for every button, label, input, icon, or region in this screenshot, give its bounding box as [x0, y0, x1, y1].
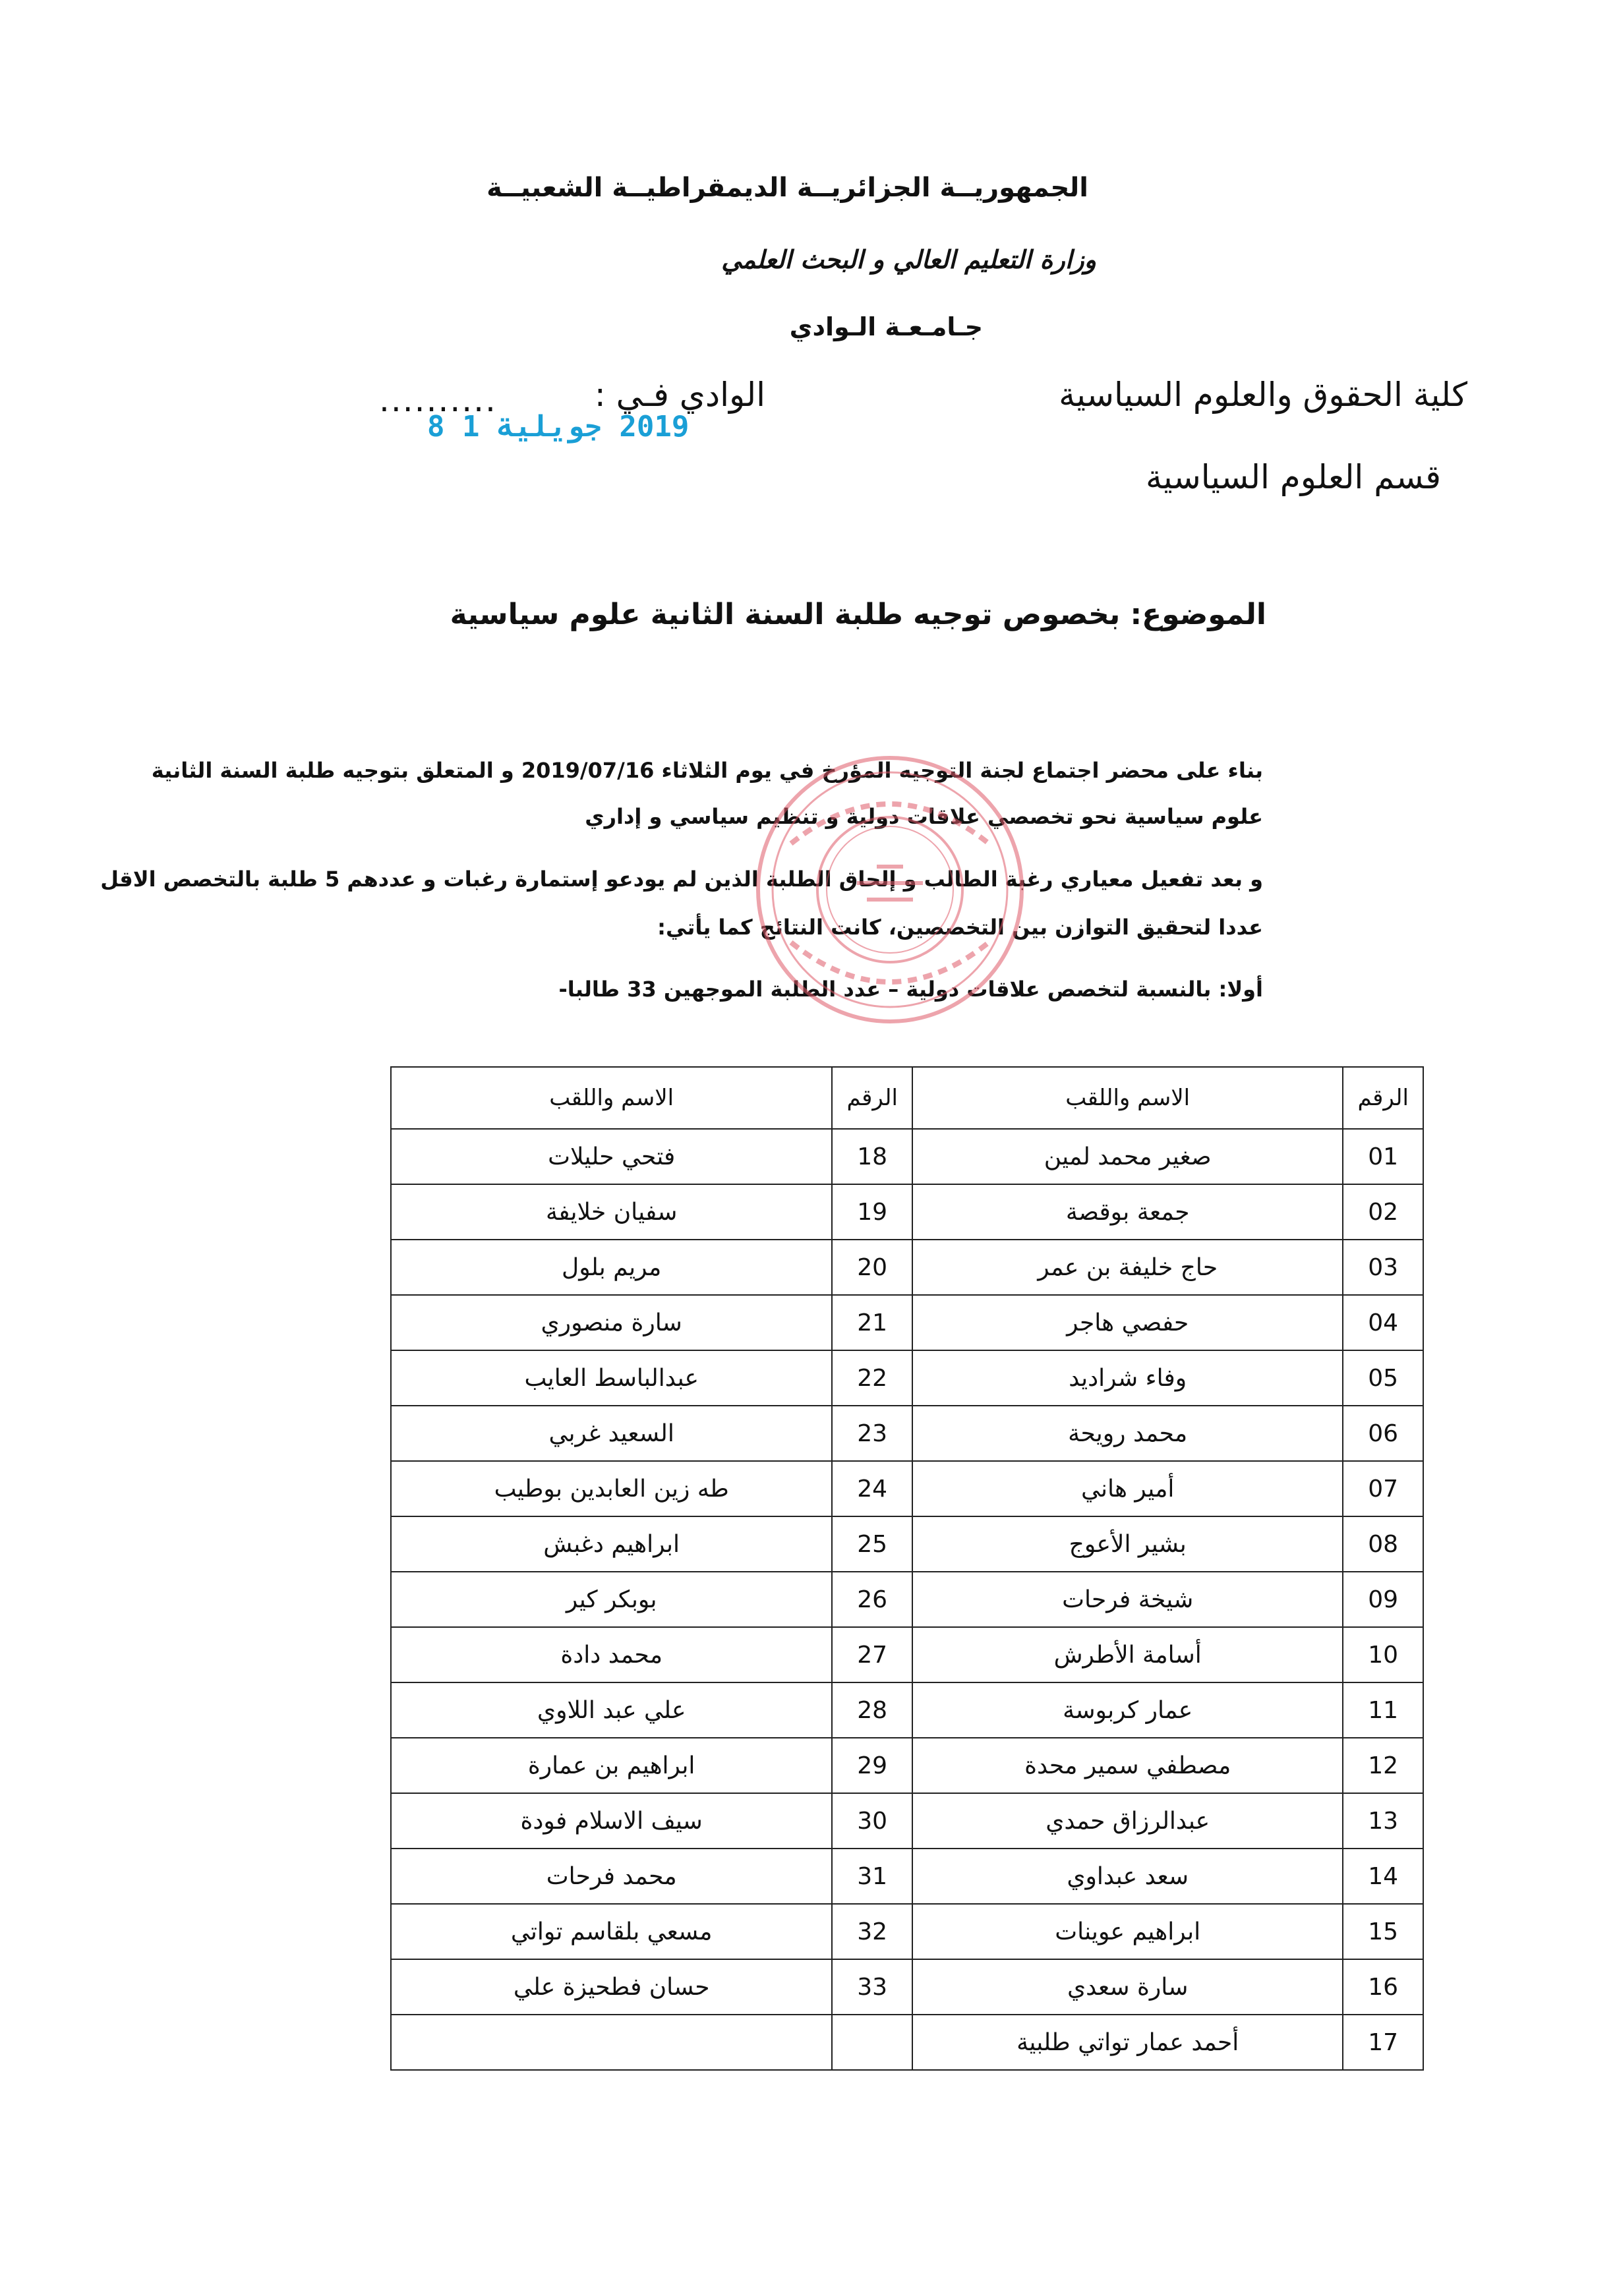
row-number: 01 — [1343, 1129, 1423, 1184]
student-name: بوبكر كير — [391, 1572, 832, 1627]
paragraph-2-line-2: عددا لتحقيق التوازن بين التخصصين، كانت النتائج كما يأتي: — [657, 915, 1263, 940]
ministry-title: وزارة التعليم العالي و البحث العلمي — [721, 245, 1096, 274]
student-name: علي عبد اللاوي — [391, 1682, 832, 1738]
row-number: 17 — [1343, 2015, 1423, 2070]
table-row — [391, 1738, 1423, 1793]
department-name: قسم العلوم السياسية — [1146, 458, 1441, 496]
table-row — [391, 1904, 1423, 1959]
seal-stamp-icon — [751, 751, 1028, 1028]
header-name-1: الاسم واللقب — [912, 1067, 1343, 1129]
row-number: 25 — [832, 1516, 912, 1572]
student-name: محمد دادة — [391, 1627, 832, 1682]
student-name: سارة سعدي — [912, 1959, 1343, 2015]
table-header-row — [391, 1067, 1423, 1129]
row-number: 33 — [832, 1959, 912, 2015]
table-row — [391, 1682, 1423, 1738]
student-name: أحمد عمار تواتي طلبية — [912, 2015, 1343, 2070]
header-num-2: الرقم — [832, 1067, 912, 1129]
student-name: سعد عبداوي — [912, 1849, 1343, 1904]
university-title: جـامـعـة الـوادي — [789, 312, 983, 341]
student-name: مريم بلول — [391, 1240, 832, 1295]
student-name: ابراهيم بن عمارة — [391, 1738, 832, 1793]
row-number: 06 — [1343, 1406, 1423, 1461]
table-row — [391, 1350, 1423, 1406]
table-row — [391, 1627, 1423, 1682]
row-number: 03 — [1343, 1240, 1423, 1295]
row-number: 07 — [1343, 1461, 1423, 1516]
student-name: أمير هاني — [912, 1461, 1343, 1516]
student-name: صغير محمد لمين — [912, 1129, 1343, 1184]
table-row — [391, 1793, 1423, 1849]
student-name: عمار كربوسة — [912, 1682, 1343, 1738]
student-name: ابراهيم عوينات — [912, 1904, 1343, 1959]
student-name: ابراهيم دغبش — [391, 1516, 832, 1572]
row-number: 13 — [1343, 1793, 1423, 1849]
student-name: محمد فرحات — [391, 1849, 832, 1904]
row-number: 14 — [1343, 1849, 1423, 1904]
table-row — [391, 2015, 1423, 2070]
table-row — [391, 1184, 1423, 1240]
row-number: 23 — [832, 1406, 912, 1461]
student-name: سفيان خلايفة — [391, 1184, 832, 1240]
student-name: السعيد غربي — [391, 1406, 832, 1461]
paragraph-3: أولا: بالنسبة لتخصص علاقات دولية – عدد الطلبة الموجهين 33 طالبا- — [558, 977, 1263, 1002]
header-name-2: الاسم واللقب — [391, 1067, 832, 1129]
row-number: 19 — [832, 1184, 912, 1240]
student-name: سيف الاسلام فودة — [391, 1793, 832, 1849]
row-number: 09 — [1343, 1572, 1423, 1627]
row-number: 28 — [832, 1682, 912, 1738]
row-number: 31 — [832, 1849, 912, 1904]
paragraph-2-line-1: و بعد تفعيل معياري رغبة الطالب و إلحاق الطلبة الذين لم يودعو إستمارة رغبات و عددهم 5 طلبة بالتخصص الاقل — [100, 867, 1263, 892]
row-number: 20 — [832, 1240, 912, 1295]
row-number: 21 — [832, 1295, 912, 1350]
table-row — [391, 1849, 1423, 1904]
student-name: أسامة الأطرش — [912, 1627, 1343, 1682]
row-number: 11 — [1343, 1682, 1423, 1738]
student-name: طه زين العابدين بوطيب — [391, 1461, 832, 1516]
row-number: 05 — [1343, 1350, 1423, 1406]
student-name: عبدالباسط العايب — [391, 1350, 832, 1406]
paragraph-1-line-2: علوم سياسية نحو تخصصي علاقات دولية و تنظيم سياسي و إداري — [585, 804, 1263, 829]
subject-line: الموضوع: بخصوص توجيه طلبة السنة الثانية علوم سياسية — [450, 598, 1266, 631]
student-name: حاج خليفة بن عمر — [912, 1240, 1343, 1295]
student-name — [391, 2015, 832, 2070]
row-number: 18 — [832, 1129, 912, 1184]
student-name: بشير الأعوج — [912, 1516, 1343, 1572]
date-stamp: 2019 جويلية 1 8 — [427, 410, 690, 444]
row-number: 32 — [832, 1904, 912, 1959]
row-number — [832, 2015, 912, 2070]
paragraph-1-line-1: بناء على محضر اجتماع لجنة التوجيه المؤرخ في يوم الثلاثاء 2019/07/16 و المتعلق بتوجيه طلبة السنة الثانية — [151, 758, 1263, 783]
table-row — [391, 1295, 1423, 1350]
date-dots: .......... — [379, 381, 497, 419]
row-number: 08 — [1343, 1516, 1423, 1572]
row-number: 27 — [832, 1627, 912, 1682]
row-number: 29 — [832, 1738, 912, 1793]
table-row — [391, 1516, 1423, 1572]
header-num-1: الرقم — [1343, 1067, 1423, 1129]
row-number: 26 — [832, 1572, 912, 1627]
row-number: 24 — [832, 1461, 912, 1516]
row-number: 10 — [1343, 1627, 1423, 1682]
row-number: 22 — [832, 1350, 912, 1406]
table-row — [391, 1572, 1423, 1627]
students-table — [390, 1066, 1424, 2071]
student-name: مسعي بلقاسم تواتي — [391, 1904, 832, 1959]
row-number: 02 — [1343, 1184, 1423, 1240]
row-number: 04 — [1343, 1295, 1423, 1350]
student-name: حسان فطحيزة علي — [391, 1959, 832, 2015]
table-row — [391, 1240, 1423, 1295]
student-name: عبدالرزاق حمدي — [912, 1793, 1343, 1849]
row-number: 12 — [1343, 1738, 1423, 1793]
table-row — [391, 1406, 1423, 1461]
student-name: وفاء شراديد — [912, 1350, 1343, 1406]
place-label: الوادي فـي : — [594, 376, 765, 414]
table-row — [391, 1959, 1423, 2015]
table-row — [391, 1461, 1423, 1516]
student-name: فتحي حليلات — [391, 1129, 832, 1184]
row-number: 16 — [1343, 1959, 1423, 2015]
table-row — [391, 1129, 1423, 1184]
student-name: حفصي هاجر — [912, 1295, 1343, 1350]
faculty-name: كلية الحقوق والعلوم السياسية — [1059, 376, 1467, 414]
row-number: 15 — [1343, 1904, 1423, 1959]
student-name: محمد رويحة — [912, 1406, 1343, 1461]
row-number: 30 — [832, 1793, 912, 1849]
republic-title: الجمهوريــة الجزائريــة الديمقراطيــة الشعبيــة — [486, 173, 1088, 203]
student-name: مصطفي سمير محدة — [912, 1738, 1343, 1793]
student-name: جمعة بوقصة — [912, 1184, 1343, 1240]
student-name: شيخة فرحات — [912, 1572, 1343, 1627]
student-name: سارة منصوري — [391, 1295, 832, 1350]
